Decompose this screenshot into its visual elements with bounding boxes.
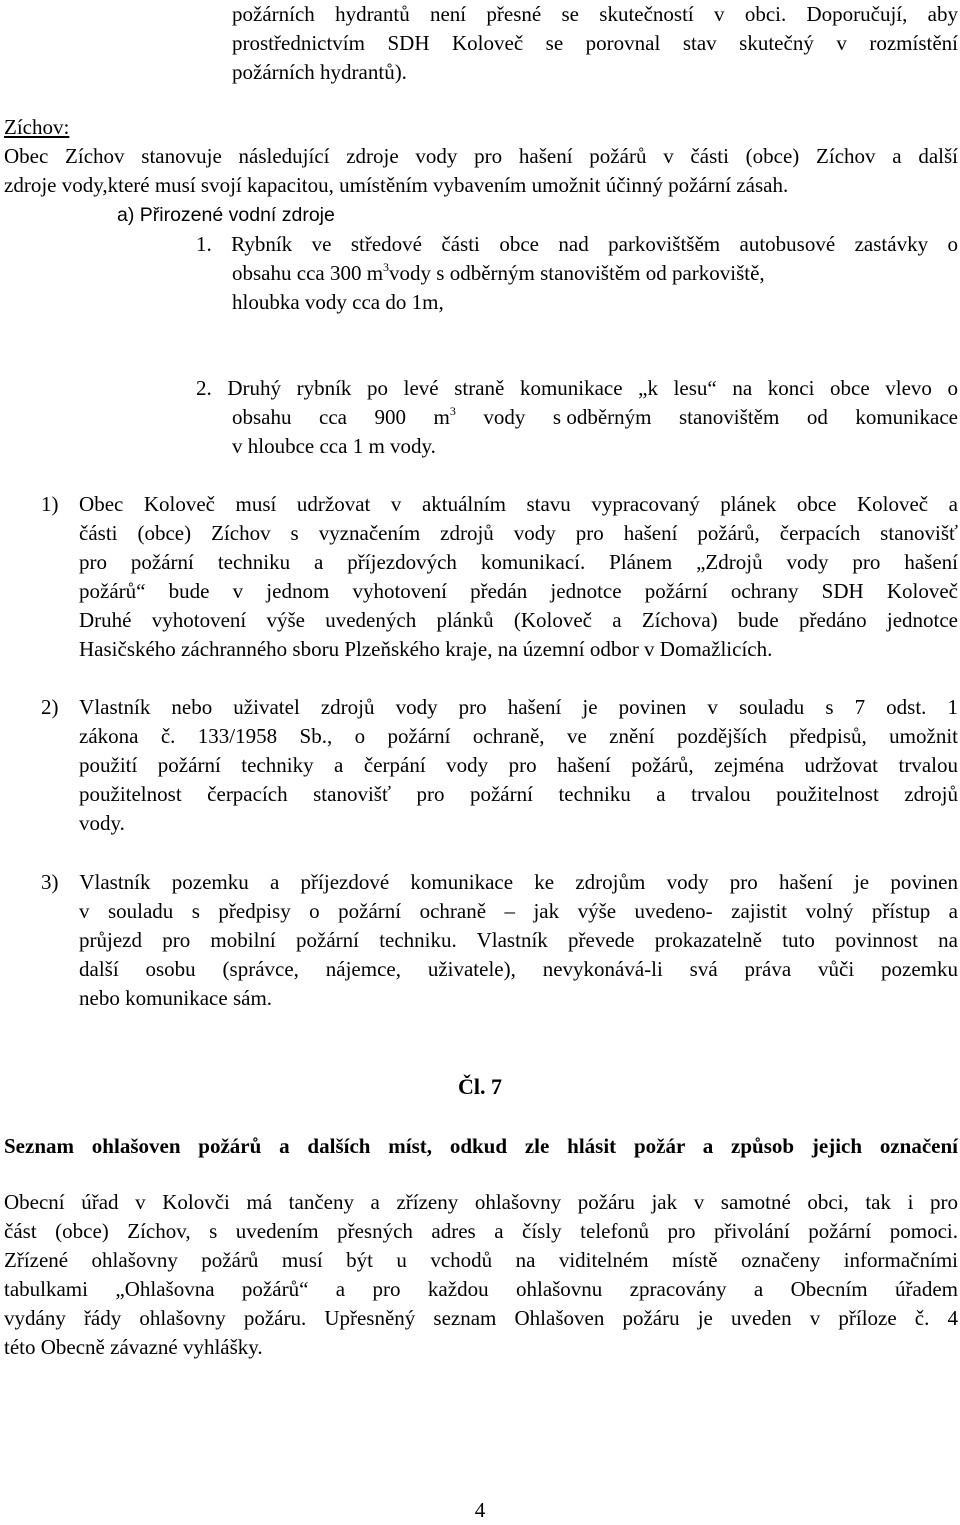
word: od (806, 405, 828, 429)
text-line: Obec Zíchov stanovuje následující zdroje vody pro hašení požárů v části (obce) Zíchov a další (4, 144, 958, 168)
text-line: vody. (79, 811, 125, 835)
text-line: pro požární techniku a příjezdových komunikací. Plánem „Zdrojů vody pro hašení (79, 550, 958, 574)
text-line: zdroje vody,které musí svojí kapacitou, umístěním vybavením umožnit účinný požární zásah. (4, 173, 789, 197)
text-line: Zřízené ohlašovny požárů musí být u vchodů na viditelném místě označeny informačními (4, 1248, 958, 1272)
word (434, 403, 456, 432)
text-fragment: m (433, 405, 450, 429)
text-fragment: vody s odběrným stanovištěm od parkoviště, (389, 261, 765, 285)
page-number (0, 1496, 960, 1525)
text-line: 2. Druhý rybník po levé straně komunikace „k lesu“ na konci obce vlevo o (196, 376, 958, 400)
word: s odběrným (552, 405, 652, 429)
text-line: Obecní úřad v Kolovči má tančeny a zřízeny ohlašovny požáru jak v samotné obci, tak i pro (4, 1190, 958, 1214)
text-line: Hasičského záchranného sboru Plzeňského kraje, na územní odbor v Domažlicích. (79, 637, 773, 661)
text-line: požárních hydrantů). (232, 60, 407, 84)
text-line: vydány řády ohlašovny požáru. Upřesněný seznam Ohlašoven požáru je uveden v příloze č. 4 (4, 1306, 958, 1330)
text-line: požárů“ bude v jednom vyhotovení předán jednotce požární ochrany SDH Koloveč (79, 579, 958, 603)
text-line: použití požární techniky a čerpání vody pro hašení požárů, zejména udržovat trvalou (79, 753, 958, 777)
text-line: Druhé vyhotovení výše uvedených plánků (Koloveč a Zíchova) bude předáno jednotce (79, 608, 958, 632)
text-line: 2) Vlastník nebo uživatel zdrojů vody pro hašení je povinen v souladu s 7 odst. 1 (41, 695, 958, 719)
text-line: části (obce) Zíchov s vyznačením zdrojů vody pro hašení požárů, čerpacích stanovišť (79, 521, 958, 545)
point-2-cont (79, 722, 958, 838)
text-line: hloubka vody cca do 1m, (232, 290, 444, 314)
top-continuation (232, 0, 958, 87)
word: stanovištěm (678, 405, 780, 429)
source-item-2-cont (232, 403, 958, 461)
text-line: nebo komunikace sám. (79, 986, 273, 1010)
superscript: 3 (449, 404, 456, 418)
article-number-text: Čl. 7 (458, 1074, 502, 1099)
text-fragment: obsahu cca 300 m (232, 261, 384, 285)
word: cca (319, 405, 347, 429)
text-line: průjezd pro mobilní požární techniku. Vlastník převede prokazatelně tuto povinnost na (79, 928, 958, 952)
text-line: této Obecně závazné vyhlášky. (4, 1335, 263, 1359)
word: vody (483, 405, 526, 429)
article-title (4, 1132, 958, 1161)
point-1 (41, 490, 958, 519)
point-3 (41, 868, 958, 897)
heading-text: a) Přirozené vodní zdroje (117, 204, 335, 226)
text-line: tabulkami „Ohlašovna požárů“ a pro každou ohlašovnu zpracovány a Obecním úřadem (4, 1277, 958, 1301)
text-line: další osobu (správce, nájemce, uživatele), nevykonává-li svá práva vůči pozemku (79, 957, 958, 981)
page-number-text: 4 (474, 1498, 486, 1522)
point-3-cont (79, 897, 958, 1013)
point-2 (41, 693, 958, 722)
zichov-heading: Zíchov: (4, 115, 70, 139)
text-line: prostřednictvím SDH Koloveč se porovnal stav skutečný v rozmístění (232, 31, 958, 55)
text-line: 3) Vlastník pozemku a příjezdové komunikace ke zdrojům vody pro hašení je povinen (41, 870, 958, 894)
word: komunikace (855, 405, 958, 429)
text-line: zákona č. 133/1958 Sb., o požární ochraně, ve znění pozdějších předpisů, umožnit (79, 724, 958, 748)
text-line: požárních hydrantů není přesné se skutečností v obci. Doporučují, aby (232, 2, 958, 26)
source-item-2 (196, 374, 958, 403)
word: 900 (374, 405, 406, 429)
natural-sources-heading (117, 201, 335, 230)
text-line: 1. Rybník ve středové části obce nad parkovištšěm autobusové zastávky o (196, 232, 958, 256)
text-line (232, 403, 958, 432)
text-line (232, 259, 958, 288)
text-line: v souladu s předpisy o požární ochraně – jak výše uvedeno- zajistit volný přístup a (79, 899, 958, 923)
source-item-1 (196, 230, 958, 259)
article-body (4, 1188, 958, 1362)
zichov-section (4, 113, 958, 200)
point-1-cont (79, 519, 958, 664)
article-title-text: Seznam ohlašoven požárů a dalších míst, odkud zle hlásit požár a způsob jejich označení (4, 1134, 958, 1158)
article-number (0, 1072, 960, 1101)
superscript: 3 (383, 260, 390, 274)
text-line: 1) Obec Koloveč musí udržovat v aktuálním stavu vypracovaný plánek obce Koloveč a (41, 492, 958, 516)
text-line: použitelnost čerpacích stanovišť pro požární techniku a trvalou použitelnost zdrojů (79, 782, 958, 806)
text-line: část (obce) Zíchov, s uvedením přesných adres a čísly telefonů pro přivolání požární pomoci. (4, 1219, 958, 1243)
text-line: v hloubce cca 1 m vody. (232, 434, 436, 458)
source-item-1-cont (232, 259, 958, 317)
word: obsahu (232, 405, 292, 429)
